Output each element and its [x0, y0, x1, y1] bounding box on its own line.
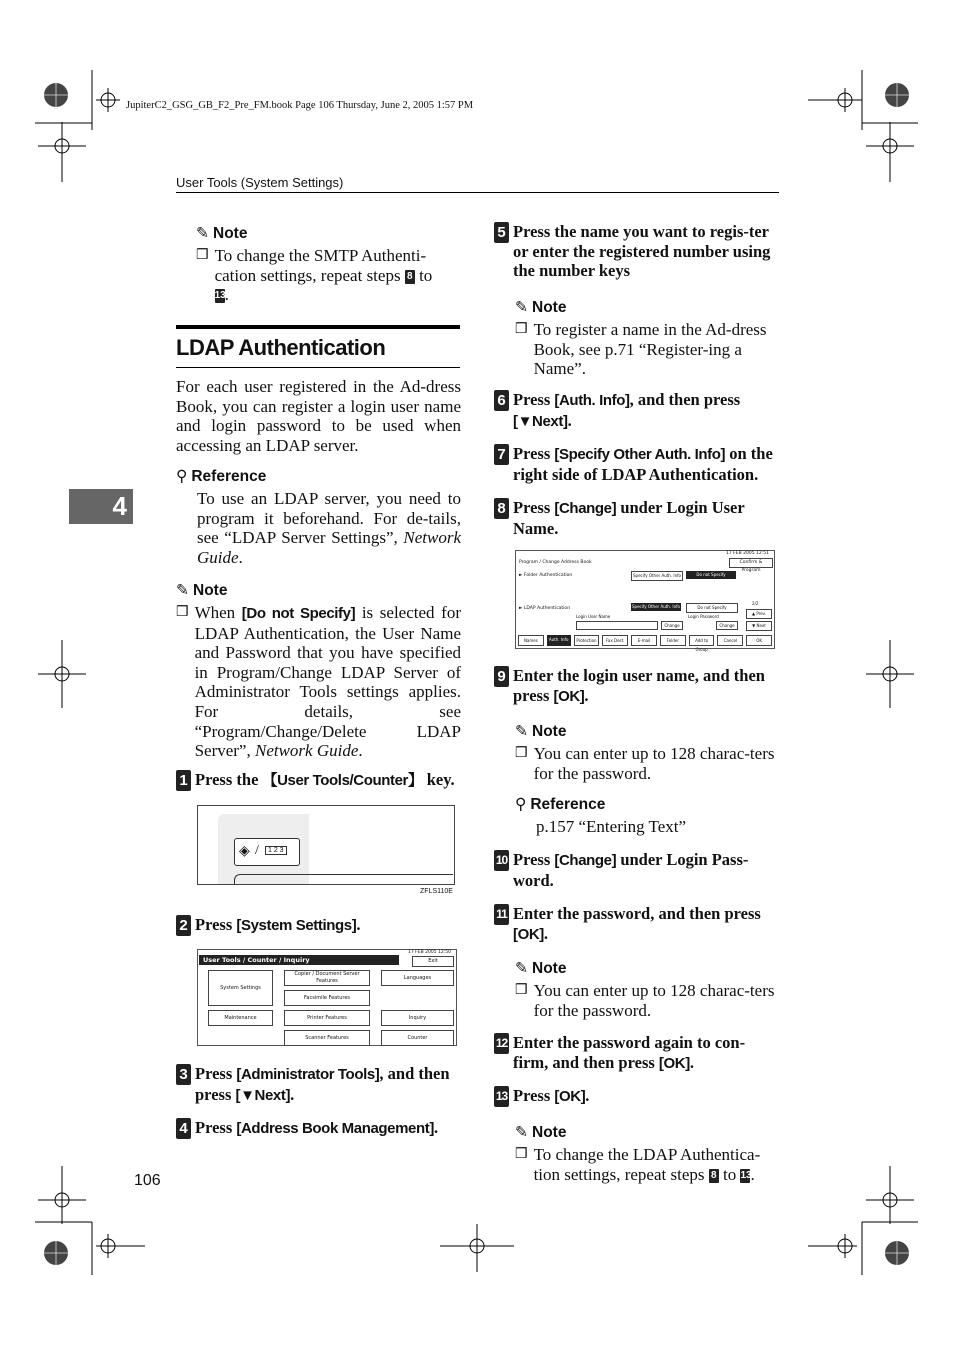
- login-password-label: Login Password: [688, 614, 719, 619]
- ldap-specify-other-button[interactable]: Specify Other Auth. Info: [632, 604, 680, 609]
- step-number: 11: [494, 904, 509, 925]
- note-top: [196, 224, 460, 305]
- note-heading: ✎ Note: [176, 581, 228, 599]
- step-4: 4 Press [Address Book Management].: [176, 1118, 461, 1139]
- note-heading: ✎ Note: [515, 298, 567, 316]
- step-12: 12 Enter the password again to con-firm, and then press [OK].: [495, 1033, 746, 1072]
- note-item: ❒ To change the LDAP Authentica-tion settings, repeat steps 8 to 13.: [515, 1145, 761, 1184]
- ok-button[interactable]: OK: [746, 635, 772, 646]
- ldap-auth-label: ► LDAP Authentication: [519, 606, 571, 611]
- step-3: 3 Press [Administrator Tools], and then press [▼Next].: [176, 1064, 461, 1105]
- tab-add-to-group[interactable]: Add to Group: [689, 635, 715, 646]
- pencil-icon: ✎: [515, 1124, 528, 1141]
- cancel-button[interactable]: Cancel: [717, 635, 743, 646]
- reference-1: [176, 467, 461, 567]
- slash-glyph: /: [255, 843, 259, 858]
- screen-title: User Tools / Counter / Inquiry: [203, 956, 310, 964]
- step-number: 12: [494, 1033, 509, 1054]
- pencil-icon: ✎: [515, 723, 528, 740]
- section-rule-bottom: [176, 367, 460, 368]
- figure-address-book-screen: [515, 550, 775, 652]
- checkbox-icon: ❒: [515, 746, 528, 761]
- step-11: 11 Enter the password, and then press [OK].: [494, 904, 779, 944]
- tab-email[interactable]: E-mail: [631, 635, 657, 646]
- tab-names[interactable]: Names: [518, 635, 544, 646]
- printer-button[interactable]: Printer Features: [284, 1010, 370, 1026]
- next-button[interactable]: ▼ Next: [746, 621, 772, 631]
- step-2: 2 Press [System Settings].: [176, 915, 461, 936]
- note-heading: ✎ Note: [515, 722, 567, 740]
- figure-control-panel: [197, 805, 455, 885]
- step-5: 5 Press the name you want to regis-ter or enter the registered number using the number keys: [494, 222, 779, 281]
- clock-text: 17 FEB 2005 12:51: [726, 551, 769, 556]
- note-item: ❒ When [Do not Specify] is selected for LDAP Authentication, the User Name and Password that you have specified in Program/Change LDAP Server of Administrator Tools settings applies. For details, see “Program/Change/Delete LDAP Server”, Network Guide.: [176, 603, 461, 761]
- prev-button[interactable]: ▲ Prev.: [746, 609, 772, 619]
- facsimile-button[interactable]: Facsimile Features: [284, 990, 370, 1006]
- section-rule-top: [176, 325, 460, 329]
- checkbox-icon: ❒: [515, 322, 528, 337]
- tab-folder[interactable]: Folder: [660, 635, 686, 646]
- running-head: User Tools (System Settings): [176, 175, 344, 190]
- panel-edge: [234, 874, 453, 885]
- note-step11: [515, 959, 779, 1020]
- maintenance-button[interactable]: Maintenance: [208, 1010, 273, 1026]
- user-tools-icon: ◈: [239, 844, 250, 859]
- step-number: 3: [176, 1064, 191, 1085]
- figure-user-tools-screen: [197, 949, 457, 1046]
- note-end: [515, 1123, 779, 1184]
- counter-icon: 1 2 3: [265, 846, 287, 855]
- step-9: 9 Enter the login user name, and then press [OK].: [494, 666, 779, 706]
- header-rule: [176, 192, 779, 193]
- pencil-icon: ✎: [515, 299, 528, 316]
- reference-heading: ⚲ Reference: [176, 467, 267, 485]
- step-13: 13 Press [OK].: [495, 1086, 590, 1105]
- screen-title-bar: [199, 955, 399, 965]
- reference-step9: [515, 795, 779, 837]
- pencil-icon: ✎: [515, 960, 528, 977]
- note-2: [176, 581, 461, 761]
- step-number: 6: [494, 390, 509, 411]
- ldap-do-not-specify-button[interactable]: Do not Specify: [686, 603, 738, 613]
- change-user-name-button[interactable]: Change: [661, 621, 683, 630]
- folder-do-not-specify-button[interactable]: Do not Specify: [686, 571, 736, 579]
- scanner-button[interactable]: Scanner Features: [284, 1030, 370, 1046]
- note-step5: [515, 298, 779, 379]
- change-password-button[interactable]: Change: [716, 621, 738, 630]
- note-item: ❒ To change the SMTP Authenti-cation settings, repeat steps 8 to 13.: [196, 246, 433, 305]
- reference-text: p.157 “Entering Text”: [536, 817, 687, 836]
- user-tools-key[interactable]: [234, 838, 300, 866]
- page-number: 106: [134, 1172, 161, 1189]
- note-step9: [515, 722, 779, 783]
- counter-button[interactable]: Counter: [381, 1030, 454, 1046]
- figure-code: ZFLS110E: [420, 888, 453, 895]
- page-indicator: 2/2: [752, 601, 759, 606]
- login-user-name-label: Login User Name: [576, 614, 611, 619]
- step-number: 4: [176, 1118, 191, 1139]
- step-number: 5: [494, 222, 509, 243]
- tab-protection[interactable]: Protection: [574, 635, 600, 646]
- step-1: 1 Press the 【User Tools/Counter】 key.: [176, 770, 461, 791]
- step-number: 8: [494, 498, 509, 519]
- note-heading: ✎ Note: [515, 1123, 567, 1141]
- checkbox-icon: ❒: [515, 983, 528, 998]
- login-user-name-field[interactable]: [576, 621, 658, 630]
- languages-button[interactable]: Languages: [381, 970, 454, 986]
- step-10: 10 Press [Change] under Login Pass-word.: [495, 850, 749, 890]
- system-settings-button[interactable]: System Settings: [208, 970, 273, 1006]
- intro-paragraph: For each user registered in the Ad-dress Book, you can register a login user name and login password to be used when accessing an LDAP server.: [176, 377, 461, 455]
- tab-fax-dest[interactable]: Fax Dest.: [602, 635, 628, 646]
- step-number: 1: [176, 770, 191, 791]
- screen-title: Program / Change Address Book: [519, 560, 592, 565]
- checkbox-icon: ❒: [176, 605, 189, 620]
- step-7: 7 Press [Specify Other Auth. Info] on the right side of LDAP Authentication.: [494, 444, 779, 484]
- chapter-tab: 4: [69, 489, 133, 524]
- inquiry-button[interactable]: Inquiry: [381, 1010, 454, 1026]
- pencil-icon: ✎: [196, 225, 209, 242]
- note-item: ❒ To register a name in the Ad-dress Book, see p.71 “Register-ing a Name”.: [515, 320, 767, 379]
- note-item: ❒ You can enter up to 128 charac-ters for the password.: [515, 744, 775, 783]
- reference-heading: ⚲ Reference: [515, 795, 606, 813]
- checkbox-icon: ❒: [196, 248, 209, 263]
- section-title: LDAP Authentication: [176, 335, 386, 360]
- step-6: 6 Press [Auth. Info], and then press [▼Next].: [494, 390, 779, 431]
- clock-text: 17 FEB 2005 12:50: [408, 950, 451, 955]
- step-number: 2: [176, 915, 191, 936]
- key-icon: ⚲: [515, 796, 527, 813]
- folder-auth-label: ► Folder Authentication: [519, 573, 573, 578]
- step-number: 13: [494, 1086, 509, 1107]
- exit-button[interactable]: Exit: [412, 956, 454, 967]
- tab-auth-info[interactable]: Auth. Info: [547, 635, 571, 646]
- step-number: 9: [494, 666, 509, 687]
- note-heading: ✎ Note: [515, 959, 567, 977]
- tab-bar: [518, 635, 772, 652]
- pencil-icon: ✎: [176, 582, 189, 599]
- book-header: JupiterC2_GSG_GB_F2_Pre_FM.book Page 106 Thursday, June 2, 2005 1:57 PM: [126, 100, 474, 111]
- step-number: 10: [494, 850, 509, 871]
- note-item: ❒ You can enter up to 128 charac-ters for the password.: [515, 981, 775, 1020]
- checkbox-icon: ❒: [515, 1147, 528, 1162]
- step-8: 8 Press [Change] under Login User Name.: [494, 498, 779, 538]
- step-number: 7: [494, 444, 509, 465]
- note-heading: ✎ Note: [196, 224, 248, 242]
- reference-text: To use an LDAP server, you need to program it beforehand. For de-tails, see “LDAP Server Settings”, Network Guide.: [197, 489, 461, 567]
- key-icon: ⚲: [176, 468, 188, 485]
- confirm-program-button[interactable]: Confirm & Program: [729, 558, 773, 568]
- copier-button[interactable]: Copier / Document Server Features: [284, 970, 370, 986]
- folder-specify-other-button[interactable]: Specify Other Auth. Info: [631, 571, 683, 581]
